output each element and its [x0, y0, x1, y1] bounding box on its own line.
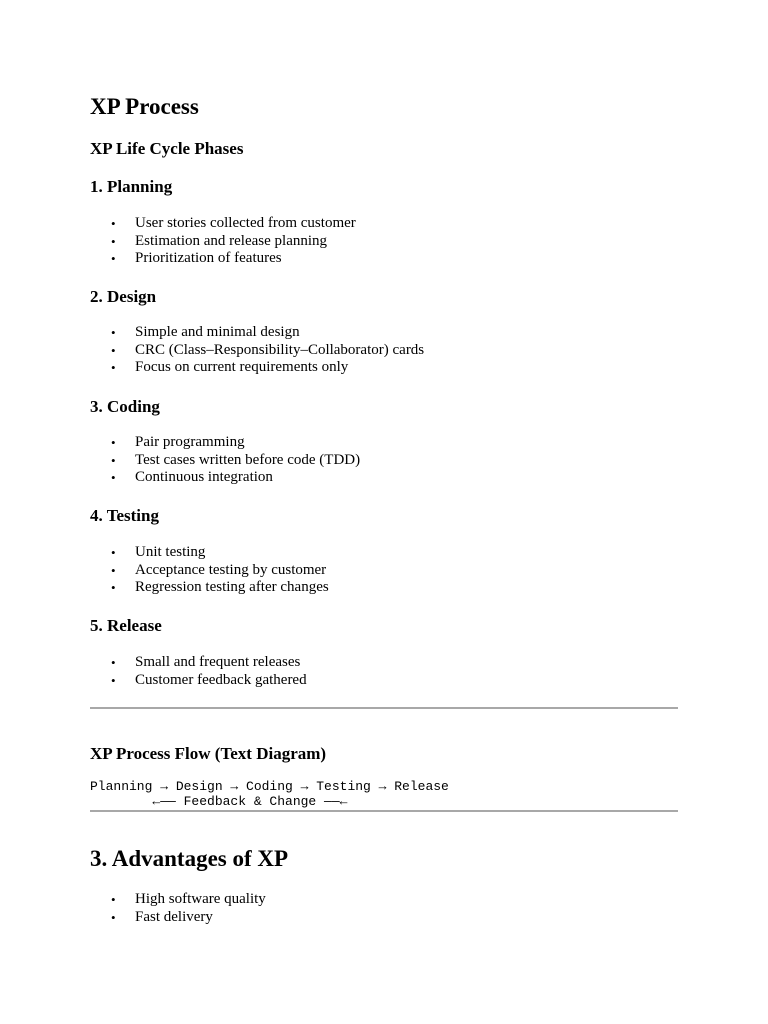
- list-item-text: User stories collected from customer: [135, 215, 356, 231]
- bullet-icon: •: [111, 580, 116, 596]
- flow-line-feedback: ←—— Feedback & Change ——←: [90, 794, 348, 809]
- phase-list-release: [90, 654, 307, 689]
- list-item: [90, 891, 266, 909]
- phase-heading-design: 2. Design: [90, 287, 157, 306]
- list-item-text: Fast delivery: [135, 908, 213, 925]
- bullet-icon: •: [111, 216, 116, 231]
- list-item: [90, 324, 424, 342]
- list-item-text: Pair programming: [135, 434, 245, 450]
- phase-heading-testing: 4. Testing: [90, 506, 159, 525]
- bullet-icon: •: [111, 452, 116, 468]
- bullet-icon: •: [111, 325, 116, 340]
- phase-heading-coding: 3. Coding: [90, 397, 160, 416]
- phase-list-testing: [90, 544, 329, 597]
- list-item-text: CRC (Class–Responsibility–Collaborator) cards: [135, 341, 425, 358]
- list-item: [90, 359, 424, 377]
- list-item: [90, 452, 360, 470]
- page-title: XP Process: [90, 94, 199, 119]
- list-item-text: Simple and minimal design: [135, 324, 300, 340]
- bullet-icon: •: [111, 562, 116, 578]
- bullet-icon: •: [111, 655, 116, 670]
- list-item: [90, 215, 356, 233]
- bullet-icon: •: [111, 435, 116, 450]
- list-item: [90, 342, 424, 360]
- list-item-text: Test cases written before code (TDD): [135, 451, 361, 468]
- bullet-icon: •: [111, 545, 116, 560]
- list-item: [90, 654, 307, 672]
- list-item-text: Estimation and release planning: [135, 232, 328, 249]
- bullet-icon: •: [111, 909, 116, 925]
- list-item-text: Regression testing after changes: [135, 579, 329, 596]
- flow-line-forward: Planning → Design → Coding → Testing → Release: [90, 779, 449, 794]
- bullet-icon: •: [111, 360, 116, 376]
- bullet-icon: •: [111, 892, 116, 907]
- list-item: [90, 579, 329, 597]
- list-item: [90, 544, 329, 562]
- list-item-text: Continuous integration: [135, 469, 273, 486]
- horizontal-divider: [90, 707, 678, 709]
- section-subtitle: XP Life Cycle Phases: [90, 139, 244, 158]
- list-item-text: Small and frequent releases: [135, 654, 301, 670]
- flow-diagram-text: [90, 779, 449, 809]
- bullet-icon: •: [111, 251, 116, 267]
- advantages-list: [90, 891, 266, 926]
- bullet-icon: •: [111, 342, 116, 358]
- phase-heading-planning: 1. Planning: [90, 177, 173, 196]
- list-item-text: Unit testing: [135, 544, 206, 560]
- phase-heading-release: 5. Release: [90, 616, 162, 635]
- flow-diagram-title: XP Process Flow (Text Diagram): [90, 744, 327, 763]
- bullet-icon: •: [111, 672, 116, 688]
- bullet-icon: •: [111, 470, 116, 486]
- list-item-text: Acceptance testing by customer: [135, 561, 327, 578]
- list-item: [90, 909, 266, 927]
- phase-list-design: [90, 324, 424, 377]
- phase-list-coding: [90, 434, 360, 487]
- list-item-text: Customer feedback gathered: [135, 671, 307, 688]
- bullet-icon: •: [111, 233, 116, 249]
- horizontal-divider: [90, 810, 678, 812]
- list-item-text: High software quality: [135, 891, 266, 907]
- list-item: [90, 434, 360, 452]
- list-item: [90, 672, 307, 690]
- list-item: [90, 469, 360, 487]
- list-item-text: Focus on current requirements only: [135, 359, 349, 376]
- advantages-heading: 3. Advantages of XP: [90, 846, 289, 871]
- list-item: [90, 250, 356, 268]
- list-item: [90, 562, 329, 580]
- list-item: [90, 233, 356, 251]
- list-item-text: Prioritization of features: [135, 250, 282, 267]
- phase-list-planning: [90, 215, 356, 268]
